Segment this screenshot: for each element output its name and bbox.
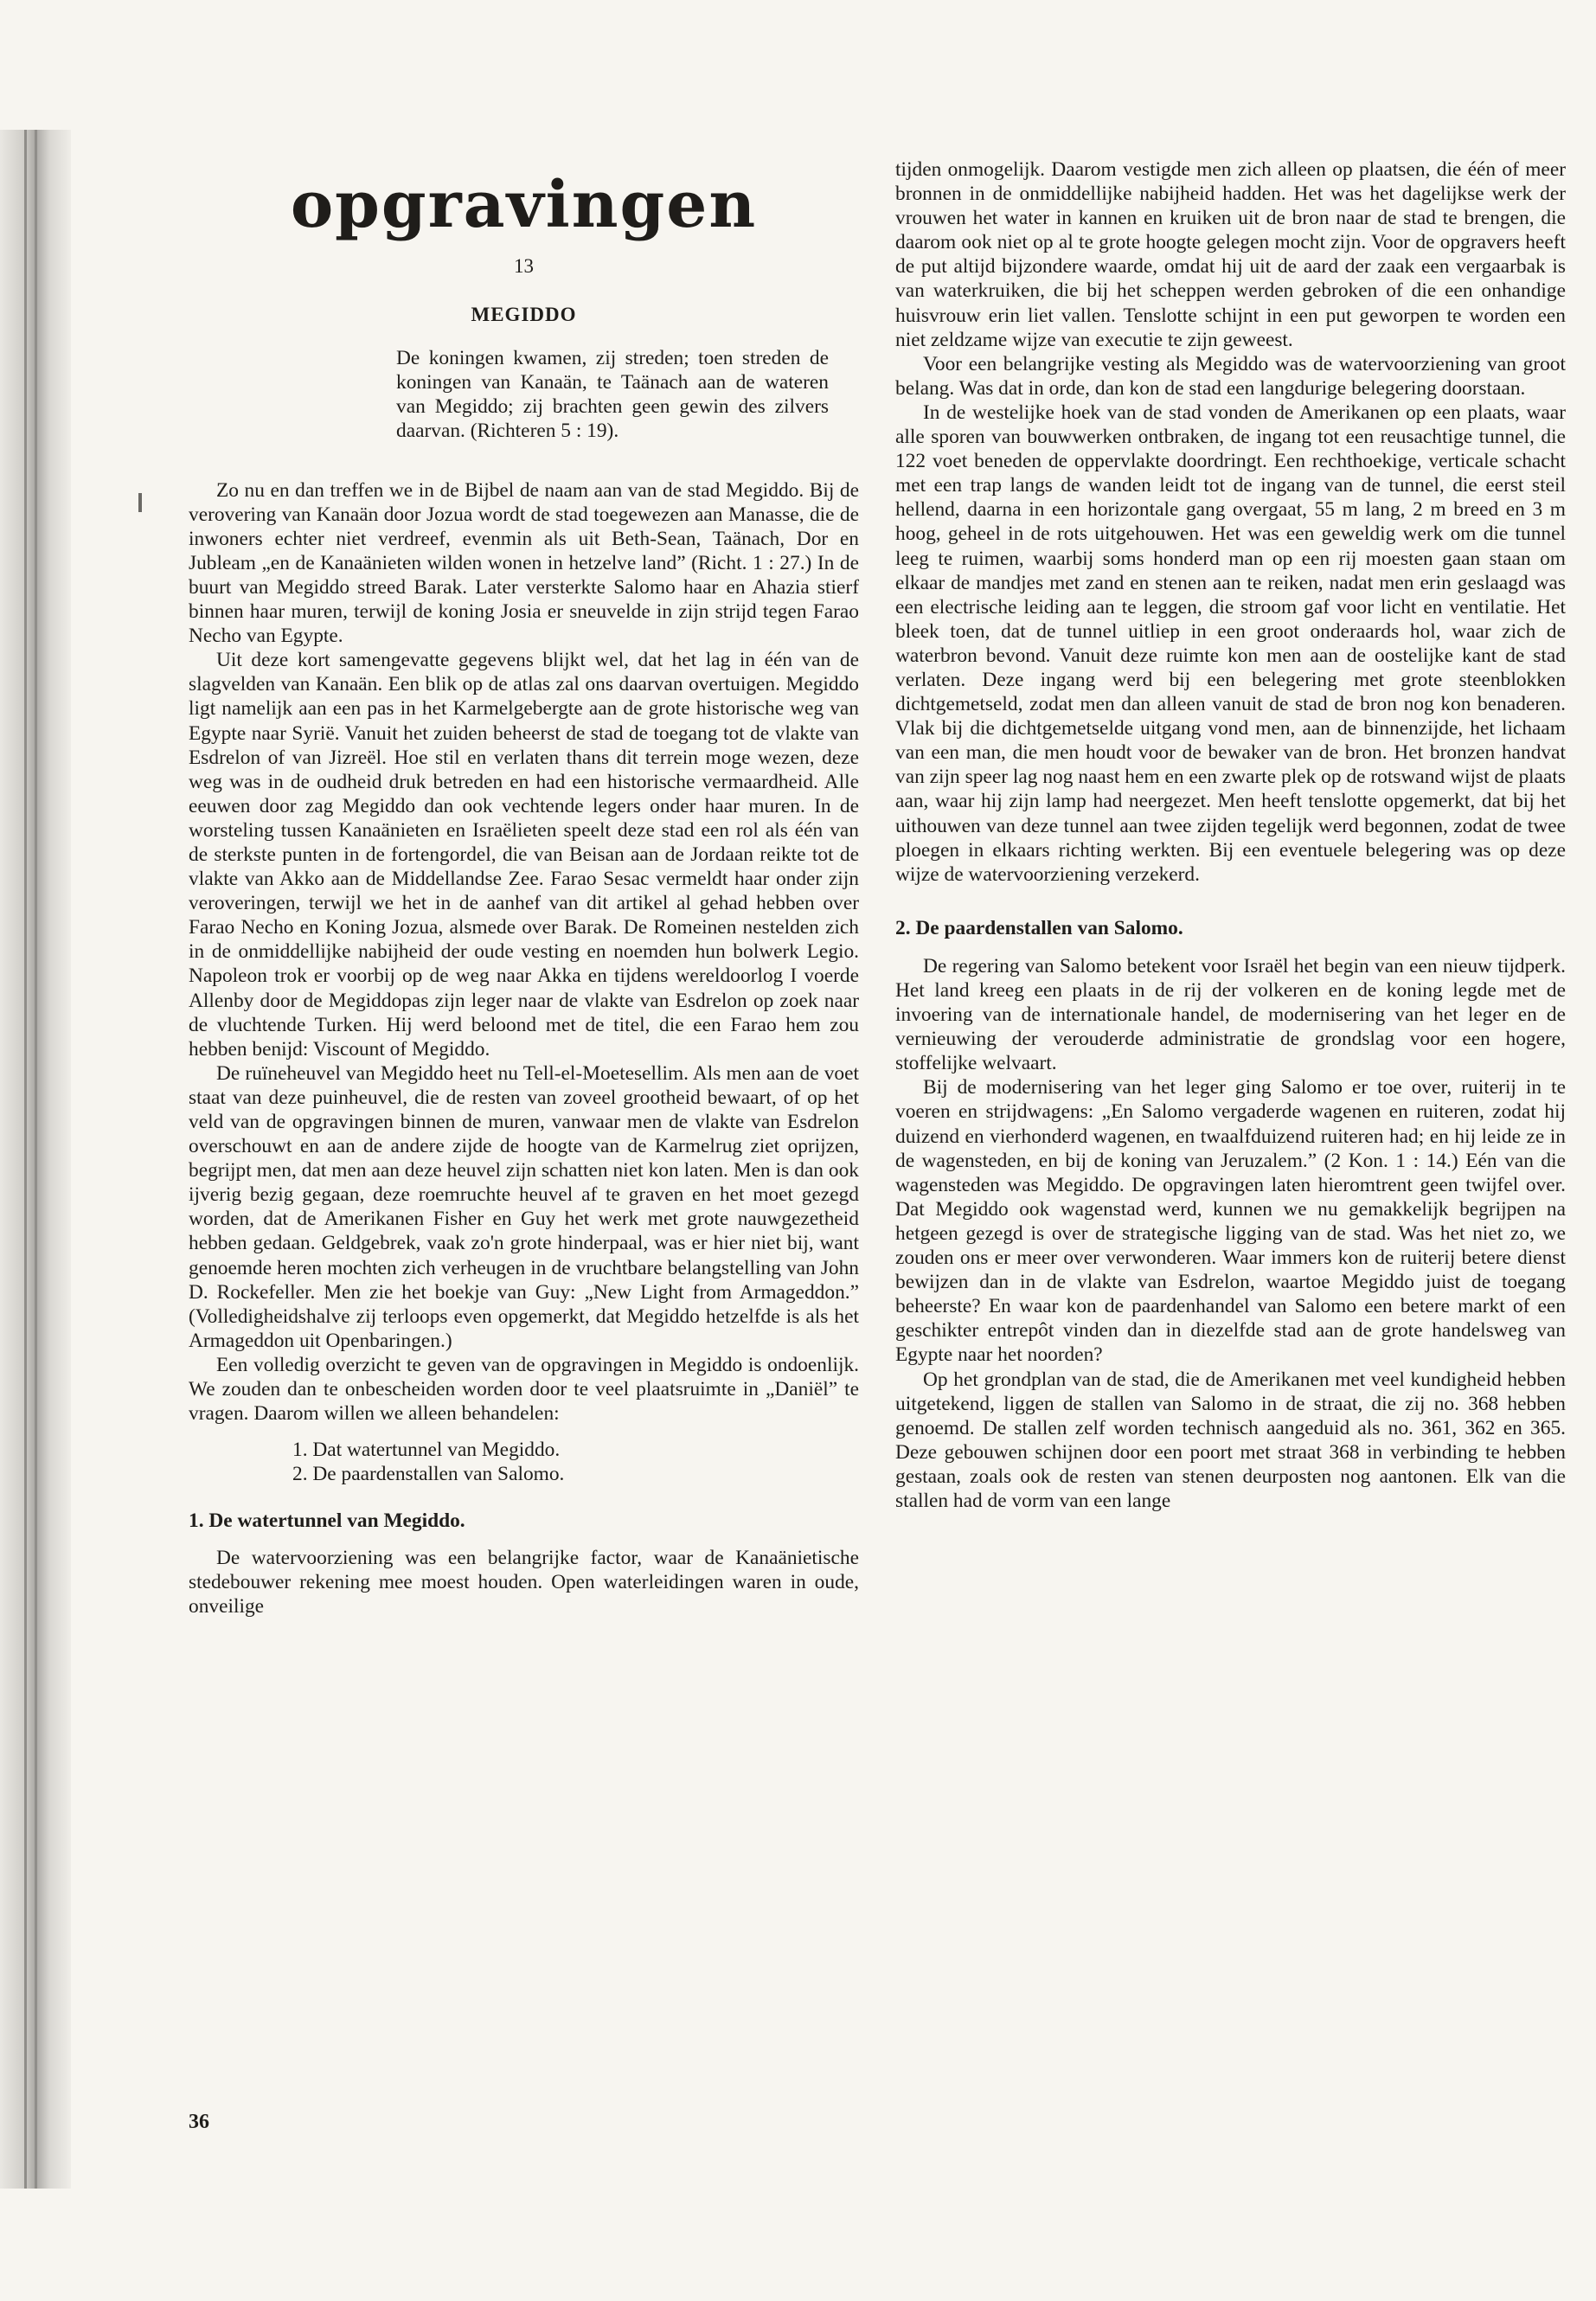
body-paragraph: Voor een belangrijke vesting als Megiddo was de watervoorziening van groot belang. Was dat in orde, dan kon de stad een langdurige belegering doorstaan. (895, 352, 1566, 400)
body-paragraph: Bij de modernisering van het leger ging Salomo er toe over, ruiterij in te voeren en strijdwagens: „En Salomo vergaderde wagenen en ruiteren, zodat hij duizend en vierhonderd wagenen, en twaalfduizend ruiteren had; en hij leide ze in de wagensteden, en bij de koning van Jeruzalem.” (2 Kon. 1 : 14.) Eén van die wagensteden was Megiddo. De opgravingen laten hieromtrent geen twijfel over. Dat Megiddo ook wagenstad werd, kunnen we nu gemakkelijk begrijpen na hetgeen gezegd is over de strategische ligging van de stad. Was het niet zo, we zouden ons er meer over verwonderen. Waar immers kon de ruiterij betere dienst bewijzen dan in de vlakte van Esdrelon, waartoe Megiddo juist de toegang beheerste? En waar kon de paardenhandel van Salomo een betere markt of een geschikter entrepôt vinden dan in diezelfde stad aan de grote handelsweg van Egypte naar het noorden? (895, 1076, 1566, 1367)
topic-item: 2. De paardenstallen van Salomo. (292, 1463, 565, 1486)
page-number: 36 (189, 2111, 209, 2133)
left-column (189, 157, 859, 1618)
margin-mark (138, 493, 142, 512)
body-paragraph: De ruïneheuvel van Megiddo heet nu Tell-el-Moetesellim. Als men aan de voet staat van deze puinheuvel, die de resten van zoveel grootheid bewaart, of op het veld van de opgravingen binnen de muren, vanwaar men de vlakte van Esdrelon overschouwt en aan de andere zijde de hoogte van de Karmelrug ziet oprijzen, begrijpt men, dat men aan deze heuvel zijn schatten niet kon laten. Men is dan ook ijverig bezig gegaan, deze roemruchte heuvel af te graven en het moet gezegd worden, dat de Amerikanen Fisher en Guy het werk met grote nauwgezetheid hebben gedaan. Geldgebrek, vaak zo'n grote hinderpaal, was er hier niet bij, want genoemde heren mochten zich verheugen in de vruchtbare belangstelling van John D. Rockefeller. Men zie het boekje van Guy: „New Light from Armageddon.” (Volledigheidshalve zij terloops even opgemerkt, dat Megiddo hetzelfde is als het Armageddon uit Openbaringen.) (189, 1061, 859, 1352)
body-paragraph: In de westelijke hoek van de stad vonden de Amerikanen op een plaats, waar alle sporen van bouwwerken ontbraken, de ingang tot een reusachtige tunnel, die 122 voet beneden de oppervlakte doordringt. Een rechthoekige, verticale schacht met een trap langs de wanden leidt tot de ingang van de tunnel, die eerst steil hellend, daarna in een horizontale gang overgaat, 55 m lang, 2 m breed en 3 m hoog, geheel in de rots uitgehouwen. Het was een geweldig werk om die tunnel leeg te ruimen, waarbij soms honderd man op een rij moesten gaan staan om elkaar de mandjes met zand en stenen aan te reiken, nadat men erin geslaagd was een electrische leiding aan te leggen, die stroom gaf voor licht en ventilatie. Het bleek toen, dat de tunnel uitliep in een groot onderaards hol, waar zich de waterbron bevond. Vanuit deze ruimte kon men aan de oostelijke kant de stad verlaten. Deze ingang werd bij een belegering met grote steenblokken dichtgemetseld, zodat men dan alleen vanuit de stad de bron nog kon benaderen. Vlak bij die dichtgemetselde uitgang vond men, aan de binnenzijde, het lichaam van een man, die men houdt voor de bewaker van de bron. Het bronzen handvat van zijn speer lag nog naast hem en een zwarte plek op de rotswand wijst de plaats aan, waar hij zijn lamp had neergezet. Men heeft tenslotte opgemerkt, dat bij het uithouwen van deze tunnel aan twee zijden tegelijk werd begonnen, zodat de twee ploegen in elkaars richting werkten. Bij een eventuele belegering was op deze wijze de watervoorziening verzekerd. (895, 401, 1566, 886)
section-heading-watertunnel: 1. De watertunnel van Megiddo. (189, 1509, 465, 1533)
issue-number: 13 (514, 255, 534, 277)
masthead-title: opgravingen (290, 168, 758, 242)
section-heading-paardenstallen: 2. De paardenstallen van Salomo. (895, 916, 1183, 939)
body-paragraph: Een volledig overzicht te geven van de opgravingen in Megiddo is ondoenlijk. We zouden dan te onbescheiden worden door te veel plaatsruimte in „Daniël” te vragen. Daarom willen we alleen behandelen: (189, 1353, 859, 1426)
article-title: MEGIDDO (471, 304, 577, 326)
body-paragraph: De regering van Salomo betekent voor Israël het begin van een nieuw tijdperk. Het land kreeg een plaats in de rij der volkeren en de koning legde met de invoering van de internationale handel, de modernisering van het leger en de vernieuwing der verouderde administratie de grondslag voor een hogere, stoffelijke welvaart. (895, 954, 1566, 1075)
binding-crease (24, 130, 27, 2189)
body-paragraph: Op het grondplan van de stad, die de Amerikanen met veel kundigheid hebben uitgetekend, liggen de stallen van Salomo in de straat, die zij no. 368 hebben genoemd. De stallen zelf worden technisch aangeduid als no. 361, 362 en 365. Deze gebouwen schijnen door een poort met straat 368 in verbinding te hebben gestaan, zoals ook de resten van stenen deurposten nog aantonen. Elk van die stallen had de vorm van een lange (895, 1368, 1566, 1512)
right-column (895, 157, 1566, 1513)
body-paragraph: De watervoorziening was een belangrijke factor, waar de Kanaänietische stedebouwer rekening mee moest houden. Open waterleidingen waren in oude, onveilige (189, 1546, 859, 1618)
body-paragraph: tijden onmogelijk. Daarom vestigde men zich alleen op plaatsen, die één of meer bronnen in de onmiddellijke nabijheid hadden. Het was het dagelijkse werk der vrouwen het water in kannen en kruiken uit de bron naar de stad te brengen, die daarom ook niet op al te grote hoogte gelegen mocht zijn. Voor de opgravers heeft de put altijd bijzondere waarde, omdat hij uit de aard der zaak een vergaarbak is van waterkruiken, die bij het scheppen werden gebroken of die een onhandige huisvrouw erin liet vallen. Tenslotte schijnt in een put geworpen te worden een niet zeldzame wijze van executie te zijn geweest. (895, 158, 1566, 351)
body-paragraph: Zo nu en dan treffen we in de Bijbel de naam aan van de stad Megiddo. Bij de verovering van Kanaän door Jozua wordt de stad toegewezen aan Manasse, die de inwoners echter niet verdreef, evenmin als uit Beth-Sean, Taänach, Dor en Jubleam „en de Kanaänieten wilden wonen in hetzelve land” (Richt. 1 : 27.) In de buurt van Megiddo streed Barak. Later versterkte Salomo haar en Ahazia stierf binnen haar muren, terwijl de koning Josia er sneuvelde in zijn strijd tegen Farao Necho van Egypte. (189, 478, 859, 648)
epigraph-quote: De koningen kwamen, zij streden; toen streden de koningen van Kanaän, te Taänach aan de wateren van Megiddo; zij brachten geen gewin des zilvers daarvan. (Richteren 5 : 19). (396, 347, 829, 443)
body-paragraph: Uit deze kort samengevatte gegevens blijkt wel, dat het lag in één van de slagvelden van Kanaän. Een blik op de atlas zal ons daarvan overtuigen. Megiddo ligt namelijk aan een pas in het Karmelgebergte aan de grote historische weg van Egypte naar Syrië. Vanuit het zuiden beheerst de stad de toegang tot de vlakte van Esdrelon of van Jizreël. Hoe stil en verlaten thans dit terrein moge wezen, deze weg was in de oudheid druk betreden en had een historische vermaardheid. Alle eeuwen door zag Megiddo dan ook vechtende legers onder haar muren. In de worsteling tussen Kanaänieten en Israëlieten speelt deze stad een rol als één van de sterkste punten in de fortengordel, die van Beisan aan de Jordaan reikte tot de vlakte van Akko aan de Middellandse Zee. Farao Sesac vermeldt haar onder zijn veroveringen, terwijl we het in de aanhef van dit artikel al gehad hebben over Farao Necho en Koning Jozua, alsmede over Barak. De Romeinen nestelden zich in de onmiddellijke nabijheid der oude vesting en noemden hun bolwerk Legio. Napoleon trok er voorbij op de weg naar Akka en tijdens wereldoorlog I voerde Allenby door de Megiddopas zijn leger naar de vlakte van Esdrelon op zoek naar de vluchtende Turken. Hij werd beloond met de titel, die een Farao hem zou hebben benijd: Viscount of Megiddo. (189, 649, 859, 1061)
topic-list (292, 1438, 859, 1486)
topic-item: 1. Dat watertunnel van Megiddo. (292, 1439, 561, 1462)
binding-crease (35, 130, 37, 2189)
